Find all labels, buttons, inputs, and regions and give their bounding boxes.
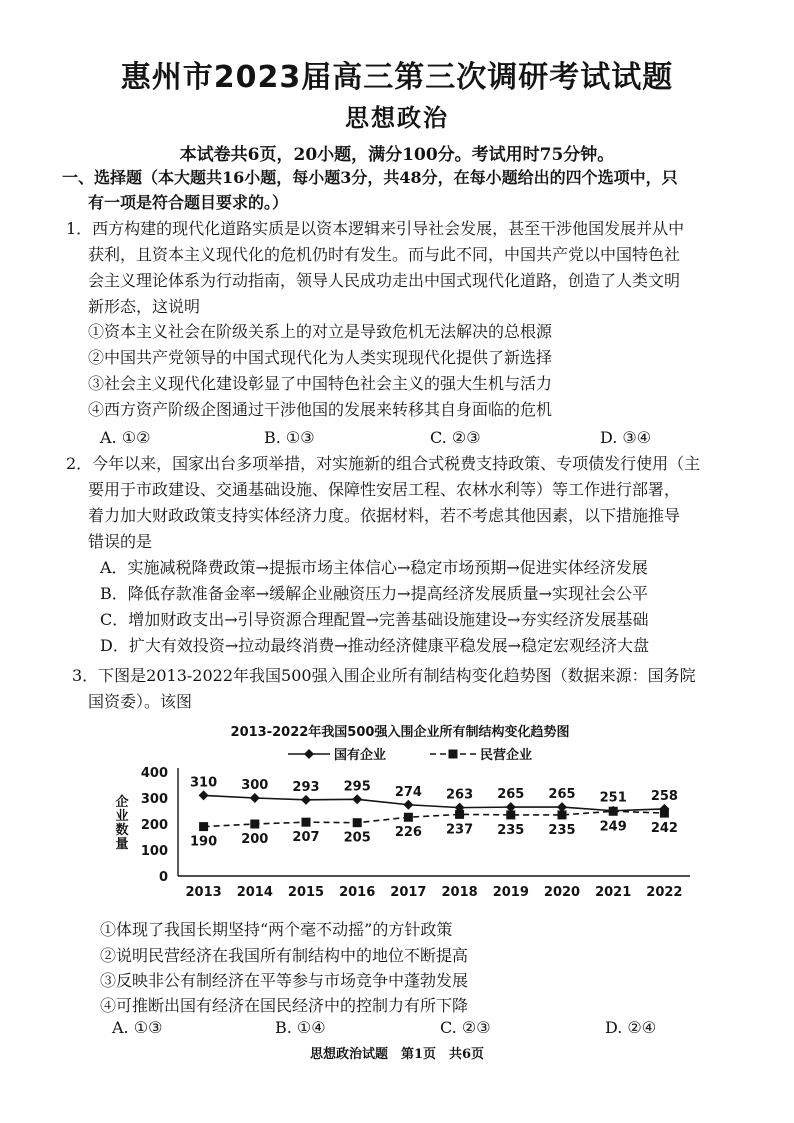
q3-statement: ①体现了我国长期坚持“两个毫不动摇”的方针政策	[100, 920, 453, 939]
q3-choice-b[interactable]: B. ①④	[275, 1018, 326, 1037]
data-point-private	[660, 809, 669, 818]
data-point-private	[404, 813, 413, 822]
data-point-private	[353, 818, 362, 827]
y-tick-label: 300	[140, 792, 168, 807]
data-point-state-owned	[352, 794, 362, 804]
x-tick-label: 2017	[390, 885, 427, 900]
q3-statement: ③反映非公有制经济在平等参与市场竞争中蓬勃发展	[100, 971, 469, 990]
q2-choice-b[interactable]: B．降低存款准备金率→缓解企业融资压力→提高经济发展质量→实现社会公平	[100, 584, 648, 603]
q1-stem-line: 1．西方构建的现代化道路实质是以资本逻辑来引导社会发展，甚至干涉他国发展并从中	[66, 219, 685, 238]
legend-label-state-owned: 国有企业	[334, 748, 387, 763]
q1-statement: ②中国共产党领导的中国式现代化为人类实现现代化提供了新选择	[88, 348, 553, 367]
q2-stem-line: 错误的是	[88, 532, 153, 551]
data-point-private	[199, 822, 208, 831]
x-tick-label: 2019	[492, 885, 529, 900]
y-tick-label: 200	[140, 818, 168, 833]
exam-title: 惠州市2023届高三第三次调研考试试题	[120, 60, 674, 95]
data-label-private: 226	[394, 825, 422, 841]
exam-subject: 思想政治	[345, 104, 449, 132]
y-axis-label-char: 企	[115, 795, 129, 810]
data-label-state-owned: 265	[497, 787, 525, 803]
data-label-state-owned: 258	[650, 788, 678, 804]
data-label-private: 207	[292, 830, 320, 846]
q1-statement: ①资本主义社会在阶级关系上的对立是导致危机无法解决的总根源	[88, 322, 553, 341]
y-axis-label-char: 数	[115, 823, 129, 838]
data-point-private	[250, 820, 259, 829]
data-point-state-owned	[301, 795, 311, 805]
data-label-state-owned: 295	[343, 779, 371, 795]
series-line-private	[204, 811, 665, 826]
q2-choice-c[interactable]: C．增加财政支出→引导资源合理配置→完善基础设施建设→夯实经济发展基础	[100, 610, 649, 629]
q1-choice-c[interactable]: C. ②③	[430, 428, 481, 447]
data-label-state-owned: 265	[548, 787, 576, 803]
q1-choice-a[interactable]: A. ①②	[100, 428, 151, 447]
q2-stem-line: 2．今年以来，国家出台多项举措，对实施新的组合式税费支持政策、专项债发行使用（主	[66, 454, 701, 473]
q2-stem-line: 要用于市政建设、交通基础设施、保障性安居工程、农林水利等）等工作进行部署，	[88, 480, 681, 499]
exam-info: 本试卷共6页，20小题，满分100分。考试用时75分钟。	[179, 145, 615, 165]
data-label-private: 249	[599, 819, 627, 835]
y-tick-label: 0	[158, 870, 168, 885]
legend-label-private: 民营企业	[480, 748, 533, 763]
q3-statement: ④可推断出国有经济在国民经济中的控制力有所下降	[100, 996, 469, 1015]
y-tick-label: 100	[140, 844, 168, 859]
data-label-state-owned: 293	[292, 779, 320, 795]
q1-statement: ④西方资产阶级企图通过干涉他国的发展来转移其自身面临的危机	[88, 400, 553, 419]
q1-stem-line: 获利，且资本主义现代化的危机仍时有发生。而与此不同，中国共产党以中国特色社	[88, 245, 681, 264]
q2-stem-line: 着力加大财政政策支持实体经济力度。依据材料，若不考虑其他因素，以下措施推导	[88, 506, 681, 525]
x-tick-label: 2020	[543, 885, 581, 900]
q1-choice-d[interactable]: D. ③④	[600, 428, 652, 447]
q1-statement: ③社会主义现代化建设彰显了中国特色社会主义的强大生机与活力	[88, 374, 553, 393]
legend-marker-private	[449, 750, 458, 759]
q1-choice-b[interactable]: B. ①③	[264, 428, 315, 447]
x-tick-label: 2021	[595, 885, 632, 900]
x-tick-label: 2018	[441, 885, 478, 900]
x-tick-label: 2016	[339, 885, 376, 900]
data-point-state-owned	[199, 790, 209, 800]
y-axis-label-char: 业	[115, 809, 129, 824]
data-label-state-owned: 300	[241, 778, 269, 793]
data-point-private	[455, 810, 464, 819]
q3-choice-d[interactable]: D. ②④	[605, 1018, 657, 1037]
data-label-private: 205	[343, 830, 371, 846]
ownership-trend-chart	[100, 718, 700, 913]
data-label-private: 235	[548, 822, 576, 838]
x-tick-label: 2014	[236, 885, 273, 900]
q2-choice-a[interactable]: A．实施减税降费政策→提振市场主体信心→稳定市场预期→促进实体经济发展	[100, 558, 648, 577]
data-label-private: 190	[190, 834, 218, 850]
legend-marker-state-owned	[304, 749, 314, 759]
q3-stem-line: 国资委）。该图	[88, 692, 193, 711]
x-tick-label: 2022	[646, 885, 683, 900]
y-axis-label-char: 量	[115, 837, 129, 852]
q1-stem-line: 会主义理论体系为行动指南，领导人民成功走出中国式现代化道路，创造了人类文明	[88, 271, 681, 290]
chart-title: 2013-2022年我国500强入围企业所有制结构变化趋势图	[230, 725, 570, 740]
data-label-private: 200	[241, 832, 269, 847]
q3-choice-a[interactable]: A. ①③	[112, 1018, 163, 1037]
q2-choice-d[interactable]: D．扩大有效投资→拉动最终消费→推动经济健康平稳发展→稳定宏观经济大盘	[100, 636, 650, 655]
data-label-private: 235	[497, 822, 525, 838]
q1-stem-line: 新形态，这说明	[88, 297, 201, 316]
data-point-private	[302, 818, 311, 827]
x-tick-label: 2015	[287, 885, 325, 900]
data-point-private	[609, 807, 618, 816]
section-heading: 一、选择题（本大题共16小题，每小题3分，共48分，在每小题给出的四个选项中，只	[62, 168, 678, 187]
q3-stem-line: 3．下图是2013-2022年我国500强入围企业所有制结构变化趋势图（数据来源：国务院	[72, 666, 696, 685]
data-point-private	[506, 810, 515, 819]
data-label-state-owned: 310	[190, 775, 218, 791]
y-tick-label: 400	[140, 766, 168, 781]
page-footer: 思想政治试题 第1页 共6页	[309, 1047, 485, 1062]
data-label-private: 242	[650, 821, 678, 837]
data-label-state-owned: 251	[599, 790, 627, 806]
data-label-state-owned: 263	[446, 787, 474, 803]
q3-statement: ②说明民营经济在我国所有制结构中的地位不断提高	[100, 946, 469, 965]
data-point-state-owned	[250, 793, 260, 803]
x-tick-label: 2013	[185, 885, 222, 900]
section-heading-cont: 有一项是符合题目要求的。）	[88, 193, 289, 212]
series-line-state-owned	[204, 795, 665, 810]
data-label-private: 237	[446, 822, 474, 838]
data-label-state-owned: 274	[394, 784, 422, 800]
data-point-state-owned	[403, 800, 413, 810]
q3-choice-c[interactable]: C. ②③	[440, 1018, 491, 1037]
data-point-private	[558, 810, 567, 819]
